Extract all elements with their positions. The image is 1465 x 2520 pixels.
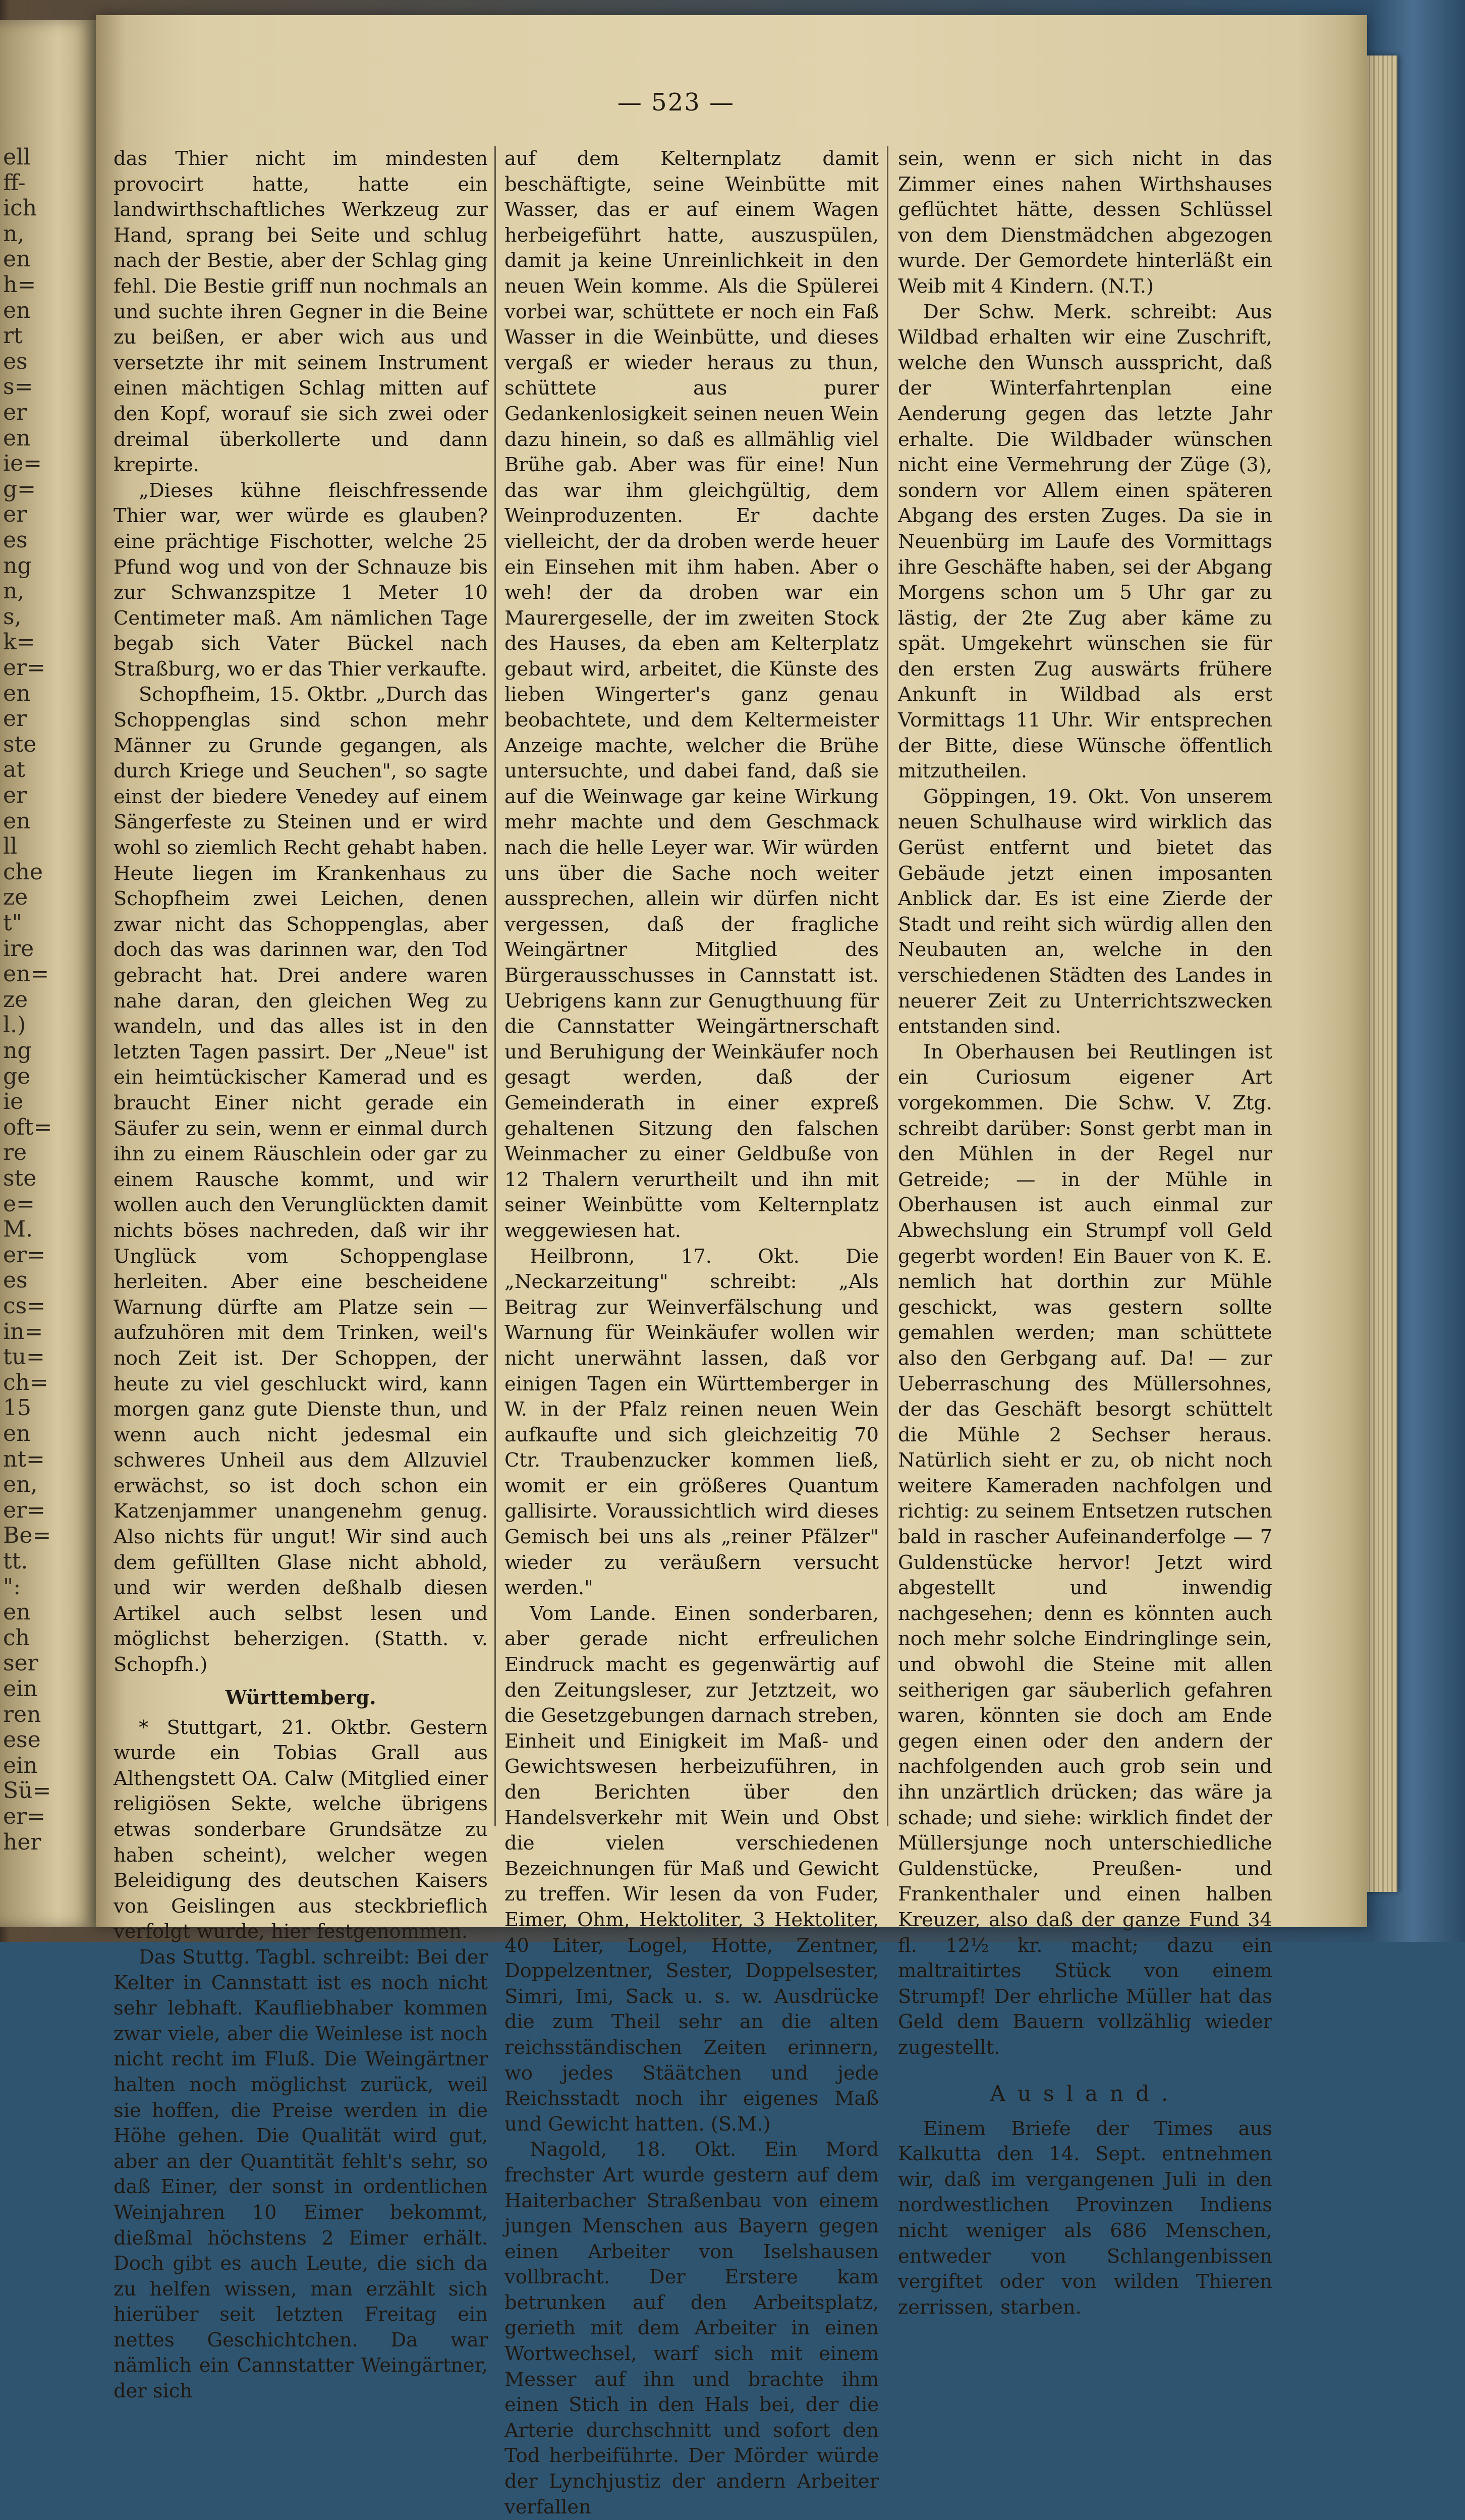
left-page-fragment: Sü= [3, 1778, 51, 1804]
left-page-fragment: ze [3, 884, 28, 911]
left-page-fragment: ire [3, 935, 34, 962]
article-paragraph: Göppingen, 19. Okt. Von unserem neuen Schulhause wird wirklich das Gerüst entfernt und bietet das Gebäude jetzt einen imposanten Anblick dar. Es ist eine Zierde der Stadt und reiht sich würdig allen den Neubauten an, welche in den verschiedenen Städten des Landes in neuerer Zeit zu Unterrichtszwecken entstanden sind. [898, 785, 1272, 1038]
left-page-fragment: ie [3, 1089, 24, 1115]
article-paragraph: Der Schw. Merk. schreibt: Aus Wildbad erhalten wir eine Zuschrift, welche den Wunsch ausspricht, daß der Winterfahrtenplan eine Aenderung gegen das letzte Jahr erhalte. Die Wildbader wünschen nicht eine Vermehrung der Züge (3), sondern vor Allem einen späteren Abgang des ersten Zuges. Da sie in Neuenbürg im Laufe des Vormittags ihre Geschäfte haben, sei der Abgang Morgens schon um 5 Uhr gar zu lästig, der 2te Zug aber käme zu spät. Umgekehrt wünschen sie für den ersten Zug auswärts frühere Ankunft in Wildbad als erst Vormittags 11 Uhr. Wir entsprechen der Bitte, diese Wünsche öffentlich mitzutheilen. [898, 300, 1272, 783]
article-paragraph: In Oberhausen bei Reutlingen ist ein Curiosum eigener Art vorgekommen. Die Schw. V. Ztg. schreibt darüber: Sonst gerbt man in den Mühlen in der Regel nur Getreide; — in der Mühle in Oberhausen ist auch einmal zur Abwechslung ein Strumpf voll Geld gegerbt worden! Ein Bauer von K. E. nemlich hat dorthin zur Mühle geschickt, was gestern sollte gemahlen werden; man schüttete also den Gerbgang auf. Da! — zur Ueberraschung des Müllersohnes, der das Geschäft besorgt schüttelt die Mühle 2 Sechser heraus. Natürlich sieht er zu, ob nicht noch weitere Kameraden nachfolgen und richtig: zu seinem Entsetzen rutschen bald in rascher Aufeinanderfolge — 7 Guldenstücke hervor! Jetzt wird abgestellt und inwendig nachgesehen; denn es könnten auch noch mehr solche Eindringlinge sein, und obwohl die Steine mit allen seitherigen gar säuberlich gefahren waren, könnten sie doch am Ende gegen einen oder den andern der nachfolgenden auch grob sein und ihn unzärtlich drücken; das wäre ja schade; und siehe: wirklich findet der Müllersjunge noch unterschiedliche Guldenstücke, Preußen- und Frankenthaler und einen halben Kreuzer, also daß der ganze Fund 34 fl. 12½ kr. macht; dazu ein maltraitirtes Stück von einem Strumpf! Der ehrliche Müller hat das Geld dem Bauern vollzählig wieder zugestellt. [898, 1040, 1272, 2059]
left-page-fragment: g= [3, 476, 36, 502]
article-paragraph: sein, wenn er sich nicht in das Zimmer eines nahen Wirthshauses geflüchtet hätte, dessen Schlüssel von dem Dienstmädchen abgezogen wurde. Der Gemordete hinterläßt ein Weib mit 4 Kindern. (N.T.) [898, 147, 1272, 298]
left-page-fragment: e= [3, 1191, 35, 1217]
left-page-fragment: cs= [3, 1293, 46, 1319]
left-page-fragment: ll [3, 833, 18, 860]
left-page-fragment: er= [3, 1804, 45, 1829]
page-number: — 523 — [617, 88, 735, 117]
article-paragraph: Vom Lande. Einen sonderbaren, aber gerade nicht erfreulichen Eindruck macht es gegenwärtig auf den Zeitungsleser, zur Jetztzeit, wo die Gesetzgebungen darnach streben, Einheit und Einigkeit im Maß- und Gewichtswesen herbeizuführen, in den Berichten über den Handelsverkehr mit Wein und Obst die vielen verschiedenen Bezeichnungen für Maß und Gewicht zu treffen. Wir lesen da von Fuder, Eimer, Ohm, Hektoliter, 3 Hektoliter, 40 Liter, Logel, Hotte, Zentner, Doppelzentner, Sester, Doppelsester, Simri, Imi, Sack u. s. w. Ausdrücke die zum Theil sehr an die alten reichsständischen Zeiten erinnern, wo jedes Stäätchen und jede Reichsstadt noch ihr eigenes Maß und Gewicht hatten. (S.M.) [504, 1602, 879, 2136]
left-page-fragment: ser [3, 1650, 38, 1676]
article-paragraph: das Thier nicht im mindesten provocirt hatte, hatte ein landwirthschaftliches Werkzeug zur Hand, sprang bei Seite und schlug nach der Bestie, aber der Schlag ging fehl. Die Bestie griff nun nochmals an und suchte ihren Gegner in die Beine zu beißen, er aber wich aus und versetzte ihr mit seinem Instrument einen mächtigen Schlag mitten auf den Kopf, worauf sie sich zwei oder dreimal überkollerte und dann krepirte. [114, 147, 488, 477]
article-paragraph: Einem Briefe der Times aus Kalkutta den 14. Sept. entnehmen wir, daß im vergangenen Juli in den nordwestlichen Provinzen Indiens nicht weniger als 686 Menschen, entweder von Schlangenbissen vergiftet oder von wilden Thieren zerrissen, starben. [898, 2117, 1272, 2319]
left-page-fragment: en [3, 297, 31, 323]
left-page-fragment: er [3, 501, 27, 528]
left-page-fragment: er= [3, 655, 45, 681]
column-2 [504, 146, 879, 2518]
left-page-fragment: s, [3, 603, 22, 630]
left-page-fragment: che [3, 859, 43, 885]
left-page-fragment: ie= [3, 451, 42, 477]
section-heading: Württemberg. [225, 1686, 376, 1709]
left-page-fragment: ein [3, 1676, 38, 1702]
left-page-fragment: n, [3, 220, 25, 247]
left-page-fragment: rt [3, 323, 23, 349]
article-paragraph: * Stuttgart, 21. Oktbr. Gestern wurde ein Tobias Grall aus Althengstett OA. Calw (Mitglied einer religiösen Sekte, welche übrigens etwas sonderbare Grundsätze zu haben scheint), welcher wegen Beleidigung des deutschen Kaisers von Geislingen aus steckbrieflich verfolgt wurde, hier festgenommen. [114, 1716, 488, 1943]
left-page-fragment: er [3, 400, 27, 425]
left-page-fragment: er= [3, 1242, 45, 1268]
column-1 [114, 146, 488, 2403]
left-page-fragment: ng [3, 552, 32, 579]
left-page-fragment: ste [3, 731, 37, 757]
left-page-fragment: ein [3, 1752, 38, 1778]
article-paragraph: Heilbronn, 17. Okt. Die „Neckarzeitung" schreibt: „Als Beitrag zur Weinverfälschung und Warnung für Weinkäufer wollen wir nicht unerwähnt lassen, daß vor einigen Tagen ein Württemberger in W. in der Pfalz reinen neuen Wein aufkaufte und sich gleichzeitig 70 Ctr. Traubenzucker kommen ließ, womit er ein größeres Quantum gallisirte. Voraussichtlich wird dieses Gemisch bei uns als „reiner Pfälzer" wieder zu veräußern versucht werden." [504, 1245, 879, 1600]
left-page-fragment: en [3, 246, 31, 272]
left-page-fragment: s= [3, 374, 33, 400]
left-page-fragment: l.) [3, 1012, 26, 1038]
left-page-fragment: ch [3, 1625, 30, 1651]
left-page-fragment: Be= [3, 1523, 51, 1549]
left-page-fragment: es [3, 348, 28, 374]
column-divider [494, 146, 496, 1826]
left-page-fragment: h= [3, 272, 36, 298]
left-page-fragment: ste [3, 1165, 37, 1191]
left-page-fragment: ese [3, 1727, 41, 1753]
left-page-fragment: ng [3, 1038, 32, 1063]
left-page-fragment: en [3, 1421, 31, 1446]
left-page-fragment: oft= [3, 1114, 52, 1140]
left-page-fragment: re [3, 1140, 27, 1166]
article-paragraph: „Dieses kühne fleischfressende Thier war, wer würde es glauben? eine prächtige Fischotter, welche 25 Pfund wog und von der Schnauze bis zur Schwanzspitze 1 Meter 10 Centimeter maß. Am nämlichen Tage begab sich Vater Bückel nach Straßburg, wo er das Thier verkaufte. [114, 479, 488, 681]
article-paragraph: auf dem Kelternplatz damit beschäftigte, seine Weinbütte mit Wasser, das er auf einem Wagen herbeigeführt hatte, auszuspülen, damit ja keine Unreinlichkeit in den neuen Wein komme. Als die Spülerei vorbei war, schüttete er noch ein Faß Wasser in die Weinbütte, und dieses vergaß er wieder heraus zu thun, schüttete aus purer Gedankenlosigkeit seinen neuen Wein dazu hinein, so daß es allmählig viel Brühe gab. Aber was für eine! Nun das war ihm gleichgültig, dem Weinproduzenten. Er dachte vielleicht, der da droben werde heuer ein Einsehen mit ihm haben. Aber o weh! der da droben war ein Maurergeselle, der im zweiten Stock des Hauses, da eben am Kelterplatz gebaut wird, arbeitet, die Künste des lieben Wingerter's ganz genau beobachtete, und dem Keltermeister Anzeige machte, welcher die Brühe untersuchte, und dabei fand, daß sie auf die Weinwage gar keine Wirkung mehr machte und dem Geschmack nach die helle Leyer war. Wir würden uns über die Sache noch weiter aussprechen, allein wir dürfen nicht vergessen, daß der fragliche Weingärtner Mitglied des Bürgerausschusses in Cannstatt ist. Uebrigens kann zur Genugthuung für die Cannstatter Weingärtnerschaft und Beruhigung der Weinkäufer noch gesagt werden, daß der Gemeinderath in einer expreß gehaltenen Sitzung den falschen Weinmacher zu einer Geldbuße von 12 Thalern verurtheilt und ihn mit seiner Weinbütte vom Kelternplatz weggewiesen hat. [504, 147, 879, 1242]
left-page-fragment: t" [3, 910, 22, 936]
left-page-fragment: her [3, 1829, 41, 1855]
left-page-fragment: ge [3, 1063, 31, 1089]
section-heading: Ausland. [990, 2081, 1180, 2106]
left-page-fragment: ": [3, 1574, 21, 1600]
left-page-fragment: 15 [3, 1395, 31, 1421]
left-page-edge [0, 20, 96, 1927]
column-divider [887, 146, 888, 1826]
left-page-fragment: tt. [3, 1548, 28, 1574]
left-page-fragment: es [3, 1267, 28, 1294]
left-page-fragment: nt= [3, 1446, 45, 1472]
left-page-fragment: ich [3, 195, 37, 221]
left-page-fragment: ren [3, 1701, 41, 1727]
column-3 [898, 146, 1272, 2319]
left-page-fragment: en [3, 1599, 31, 1626]
left-page-fragment: ell [3, 144, 31, 170]
article-paragraph: Schopfheim, 15. Oktbr. „Durch das Schoppenglas sind schon mehr Männer zu Grunde gegangen, als durch Kriege und Seuchen", so sagte einst der biedere Venedey auf einem Sängerfeste zu Steinen und er wird wohl so ziemlich Recht gehabt haben. Heute liegen im Krankenhaus zu Schopfheim zwei Leichen, denen zwar nicht das Schoppenglas, aber doch das was darinnen war, den Tod gebracht hat. Drei andere waren nahe daran, den gleichen Weg zu wandeln, und das alles ist in den letzten Tagen passirt. Der „Neue" ist ein heimtückischer Kamerad und es braucht Einer nicht gerade ein Säufer zu sein, wenn er einmal durch ihn zu einem Räuschlein oder gar zu einem Rausche kommt, und wir wollen auch den Verunglückten damit nichts böses nachreden, daß wir ihr Unglück vom Schoppenglase herleiten. Aber eine bescheidene Warnung dürfte am Platze sein — aufzuhören mit dem Trinken, weil's noch Zeit ist. Der Schoppen, der heute zu viel geschluckt wird, kann morgen ganz gute Dienste thun, und wenn auch nicht jedesmal ein schweres Unheil aus dem Allzuviel erwächst, so ist doch schon ein Katzenjammer unangenehm genug. Also nichts für ungut! Wir sind auch dem gefüllten Glase nicht abhold, und wir werden deßhalb diesen Artikel auch selbst lesen und möglichst beherzigen. (Statth. v. Schopfh.) [114, 683, 488, 1676]
left-page-fragment: en [3, 680, 31, 706]
article-paragraph: Das Stuttg. Tagbl. schreibt: Bei der Kelter in Cannstatt ist es noch nicht sehr lebhaft. Kaufliebhaber kommen zwar viele, aber die Weinlese ist noch nicht recht im Fluß. Die Weingärtner halten noch möglichst zurück, weil sie hoffen, die Preise werden in die Höhe gehen. Die Qualität wird gut, aber an der Quantität fehlt's sehr, so daß Einer, der sonst in ordentlichen Weinjahren 10 Eimer bekommt, dießmal höchstens 2 Eimer erhält. Doch gibt es auch Leute, die sich da zu helfen wissen, man erzählt sich hierüber seit letzten Freitag ein nettes Geschichtchen. Da war nämlich ein Cannstatter Weingärtner, der sich [114, 1945, 488, 2403]
left-page-fragment: n, [3, 578, 25, 604]
left-page-fragment: en= [3, 961, 49, 987]
left-page-fragment: in= [3, 1318, 43, 1345]
left-page-fragment: er= [3, 1497, 45, 1523]
left-page-fragment: tu= [3, 1344, 45, 1370]
left-page-fragment: ze [3, 986, 28, 1013]
left-page-fragment: M. [3, 1216, 33, 1243]
left-page-fragment: en, [3, 1472, 38, 1498]
left-page-fragment: k= [3, 629, 35, 655]
left-page-fragment: er [3, 782, 27, 808]
left-page-fragment: ff- [3, 170, 26, 196]
left-page-fragment: es [3, 527, 28, 553]
left-page-fragment: er [3, 706, 27, 732]
left-page-fragment: at [3, 757, 25, 783]
left-page-fragment: en [3, 808, 31, 834]
left-page-fragment: ch= [3, 1369, 48, 1395]
left-page-fragment: en [3, 425, 31, 451]
article-paragraph: Nagold, 18. Okt. Ein Mord frechster Art wurde gestern auf dem Haiterbacher Straßenbau von einem jungen Menschen aus Bayern gegen einen Arbeiter von Iselshausen vollbracht. Der Erstere kam betrunken auf den Arbeitsplatz, gerieth mit dem Arbeiter in einen Wortwechsel, warf sich mit einem Messer auf ihn und brachte ihm einen Stich in den Hals bei, der die Arterie durchschnitt und sofort den Tod herbeiführte. Der Mörder würde der Lynchjustiz der andern Arbeiter verfallen [504, 2138, 879, 2518]
